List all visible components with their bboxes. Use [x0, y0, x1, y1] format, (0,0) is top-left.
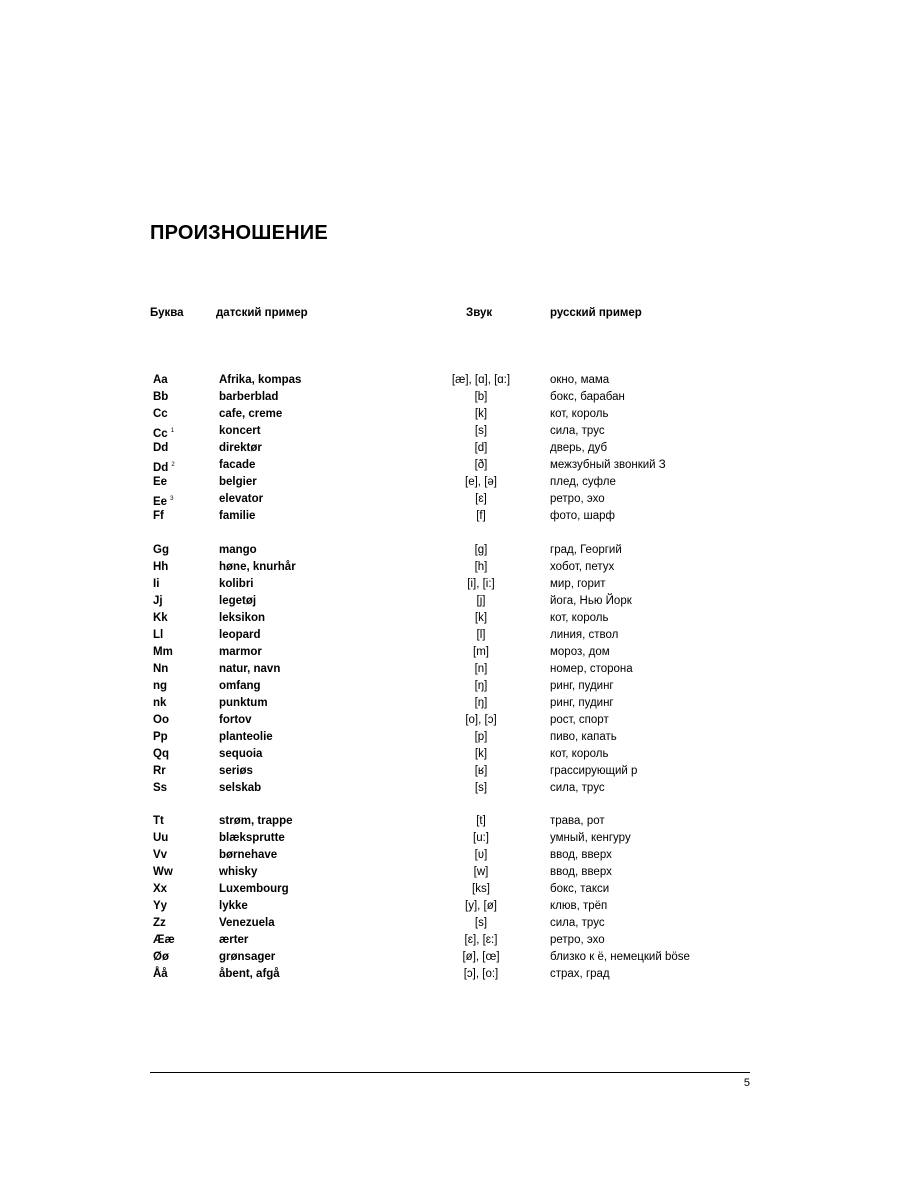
footnote-marker: 1: [170, 428, 175, 434]
sound-cell: [ø], [œ]: [462, 951, 500, 963]
letter-text: Kk: [153, 612, 168, 624]
sound-cell: [ɛ]: [475, 493, 487, 505]
russian-example-cell: бокс, барабан: [550, 391, 625, 403]
letter-text: Ff: [153, 510, 164, 522]
russian-example-cell: страх, град: [550, 968, 610, 980]
table-header: [0, 307, 900, 323]
danish-example-cell: legetøj: [219, 595, 257, 607]
sound-cell: [ŋ]: [474, 680, 488, 692]
table-row: [0, 661, 900, 678]
letter-cell: [153, 559, 168, 576]
russian-example-cell: кот, король: [550, 748, 609, 760]
letter-cell: [153, 610, 168, 627]
danish-example-cell: høne, knurhår: [219, 561, 296, 573]
letter-text: Ee: [153, 496, 168, 508]
danish-example-cell: børnehave: [219, 849, 278, 861]
letter-text: Ww: [153, 866, 173, 878]
letter-cell: [153, 830, 168, 847]
letter-cell: [153, 763, 166, 780]
sound-cell: [g]: [474, 544, 488, 556]
sound-cell: [ɔ], [o:]: [463, 968, 499, 980]
letter-text: Cc: [153, 428, 168, 440]
russian-example-cell: плед, суфле: [550, 476, 616, 488]
table-row: [0, 440, 900, 457]
sound-cell: [p]: [474, 731, 488, 743]
header-letter: Буква: [150, 307, 184, 319]
sound-cell: [d]: [474, 442, 488, 454]
table-row: [0, 847, 900, 864]
table-row: [0, 593, 900, 610]
header-danish-example: датский пример: [216, 307, 308, 319]
table-row: [0, 542, 900, 559]
danish-example-cell: belgier: [219, 476, 257, 488]
russian-example-cell: град, Георгий: [550, 544, 622, 556]
table-row: [0, 508, 900, 525]
letter-cell: [153, 372, 168, 389]
russian-example-cell: ввод, вверх: [550, 849, 612, 861]
russian-example-cell: фото, шарф: [550, 510, 616, 522]
page-number: 5: [743, 1077, 750, 1089]
russian-example-cell: ринг, пудинг: [550, 680, 614, 692]
letter-text: Aa: [153, 374, 168, 386]
russian-example-cell: мир, горит: [550, 578, 606, 590]
russian-example-cell: дверь, дуб: [550, 442, 608, 454]
sound-cell: [i], [i:]: [467, 578, 495, 590]
letter-text: Zz: [153, 917, 166, 929]
danish-example-cell: Venezuela: [219, 917, 275, 929]
danish-example-cell: barberblad: [219, 391, 279, 403]
letter-text: Ii: [153, 578, 160, 590]
sound-cell: [ks]: [472, 883, 490, 895]
letter-text: Tt: [153, 815, 164, 827]
letter-cell: [153, 746, 169, 763]
table-row: [0, 644, 900, 661]
letter-cell: [153, 627, 163, 644]
letter-text: Rr: [153, 765, 166, 777]
danish-example-cell: lykke: [219, 900, 248, 912]
russian-example-cell: межзубный звонкий З: [550, 459, 666, 471]
letter-cell: [153, 542, 169, 559]
table-row: [0, 864, 900, 881]
danish-example-cell: strøm, trappe: [219, 815, 293, 827]
sound-cell: [w]: [473, 866, 489, 878]
letter-text: Hh: [153, 561, 169, 573]
sound-cell: [n]: [474, 663, 488, 675]
russian-example-cell: бокс, такси: [550, 883, 610, 895]
russian-example-cell: ретро, эхо: [550, 934, 605, 946]
russian-example-cell: рост, спорт: [550, 714, 609, 726]
table-row: [0, 746, 900, 763]
sound-cell: [k]: [474, 408, 488, 420]
danish-example-cell: åbent, afgå: [219, 968, 280, 980]
letter-text: Ll: [153, 629, 164, 641]
russian-example-cell: сила, трус: [550, 782, 605, 794]
letter-cell: [153, 847, 167, 864]
danish-example-cell: whisky: [219, 866, 258, 878]
letter-cell: [153, 949, 169, 966]
letter-cell: [153, 813, 164, 830]
sound-cell: [k]: [474, 612, 488, 624]
danish-example-cell: familie: [219, 510, 256, 522]
table-row: [0, 712, 900, 729]
header-sound: Звук: [466, 307, 493, 319]
sound-cell: [u:]: [473, 832, 489, 844]
sound-cell: [m]: [473, 646, 489, 658]
letter-text: Gg: [153, 544, 169, 556]
table-row: [0, 406, 900, 423]
table-row: [0, 966, 900, 983]
danish-example-cell: Luxembourg: [219, 883, 289, 895]
letter-text: Pp: [153, 731, 168, 743]
letter-cell: [153, 780, 167, 797]
table-row: [0, 830, 900, 847]
letter-cell: [153, 898, 167, 915]
letter-cell: [153, 966, 168, 983]
sound-cell: [l]: [476, 629, 486, 641]
danish-example-cell: sequoia: [219, 748, 263, 760]
sound-cell: [b]: [474, 391, 488, 403]
letter-text: ng: [153, 680, 168, 692]
letter-text: Dd: [153, 442, 169, 454]
danish-example-cell: fortov: [219, 714, 252, 726]
letter-text: Dd: [153, 462, 169, 474]
table-row: [0, 881, 900, 898]
sound-cell: [y], [ø]: [465, 900, 497, 912]
russian-example-cell: мороз, дом: [550, 646, 610, 658]
table-row: [0, 780, 900, 797]
russian-example-cell: клюв, трёп: [550, 900, 608, 912]
sound-cell: [ɛ], [ɛ:]: [464, 934, 498, 946]
letter-text: Bb: [153, 391, 169, 403]
russian-example-cell: кот, король: [550, 612, 609, 624]
danish-example-cell: punktum: [219, 697, 268, 709]
letter-text: Uu: [153, 832, 169, 844]
table-row: [0, 610, 900, 627]
letter-cell: [153, 644, 173, 661]
page-title: ПРОИЗНОШЕНИЕ: [150, 222, 328, 244]
letter-text: Øø: [153, 951, 169, 963]
letter-text: Ææ: [153, 934, 175, 946]
russian-example-cell: ввод, вверх: [550, 866, 612, 878]
letter-text: nk: [153, 697, 167, 709]
sound-cell: [e], [ə]: [465, 476, 497, 488]
russian-example-cell: умный, кенгуру: [550, 832, 631, 844]
sound-cell: [k]: [474, 748, 488, 760]
letter-cell: [153, 695, 166, 712]
sound-cell: [o], [ɔ]: [465, 714, 497, 726]
sound-cell: [t]: [476, 815, 486, 827]
table-row: [0, 763, 900, 780]
table-row: [0, 813, 900, 830]
header-russian-example: русский пример: [550, 307, 642, 319]
danish-example-cell: selskab: [219, 782, 262, 794]
letter-cell: [153, 712, 169, 729]
sound-cell: [ʋ]: [474, 849, 488, 861]
table-row: [0, 457, 900, 474]
sound-cell: [ʁ]: [474, 765, 488, 777]
table-row: [0, 389, 900, 406]
danish-example-cell: koncert: [219, 425, 261, 437]
danish-example-cell: mango: [219, 544, 257, 556]
danish-example-cell: natur, navn: [219, 663, 281, 675]
danish-example-cell: leksikon: [219, 612, 266, 624]
russian-example-cell: ринг, пудинг: [550, 697, 614, 709]
danish-example-cell: planteolie: [219, 731, 273, 743]
danish-example-cell: elevator: [219, 493, 264, 505]
letter-cell: [153, 508, 164, 525]
sound-cell: [s]: [474, 782, 488, 794]
letter-cell: [153, 576, 159, 593]
table-row: [0, 491, 900, 508]
letter-cell: [153, 678, 167, 695]
sound-cell: [s]: [474, 917, 488, 929]
russian-example-cell: номер, сторона: [550, 663, 633, 675]
russian-example-cell: трава, рот: [550, 815, 605, 827]
letter-cell: [153, 389, 168, 406]
russian-example-cell: близко к ё, немецкий böse: [550, 951, 690, 963]
sound-cell: [æ], [ɑ], [ɑ:]: [451, 374, 511, 386]
danish-example-cell: blæksprutte: [219, 832, 285, 844]
russian-example-cell: ретро, эхо: [550, 493, 605, 505]
danish-example-cell: kolibri: [219, 578, 254, 590]
letter-cell: [153, 406, 168, 423]
danish-example-cell: Afrika, kompas: [219, 374, 302, 386]
letter-text: Xx: [153, 883, 168, 895]
table-row: [0, 423, 900, 440]
table-row: [0, 729, 900, 746]
letter-cell: [153, 661, 168, 678]
table-row: [0, 695, 900, 712]
letter-cell: [153, 440, 168, 457]
danish-example-cell: direktør: [219, 442, 262, 454]
footnote-marker: 2: [171, 462, 175, 468]
table-row: [0, 372, 900, 389]
letter-text: Ss: [153, 782, 168, 794]
letter-text: Mm: [153, 646, 173, 658]
sound-cell: [ð]: [474, 459, 488, 471]
letter-text: Qq: [153, 748, 169, 760]
footer-divider: [150, 1072, 750, 1073]
danish-example-cell: cafe, creme: [219, 408, 283, 420]
sound-cell: [j]: [476, 595, 486, 607]
russian-example-cell: кот, король: [550, 408, 609, 420]
sound-cell: [ŋ]: [474, 697, 488, 709]
russian-example-cell: йога, Нью Йорк: [550, 595, 632, 607]
letter-cell: [153, 729, 168, 746]
letter-cell: [153, 593, 163, 610]
sound-cell: [f]: [476, 510, 486, 522]
sound-cell: [s]: [474, 425, 488, 437]
letter-text: Cc: [153, 408, 168, 420]
sound-cell: [h]: [474, 561, 488, 573]
letter-text: Jj: [153, 595, 163, 607]
letter-cell: [153, 915, 166, 932]
table-row: [0, 915, 900, 932]
table-row: [0, 932, 900, 949]
table-row: [0, 898, 900, 915]
letter-text: Yy: [153, 900, 168, 912]
russian-example-cell: сила, трус: [550, 917, 605, 929]
danish-example-cell: marmor: [219, 646, 262, 658]
letter-text: Vv: [153, 849, 168, 861]
danish-example-cell: omfang: [219, 680, 261, 692]
russian-example-cell: окно, мама: [550, 374, 610, 386]
russian-example-cell: грассирующий р: [550, 765, 638, 777]
letter-cell: [153, 474, 167, 491]
letter-text: Nn: [153, 663, 169, 675]
letter-cell: [153, 932, 175, 949]
danish-example-cell: leopard: [219, 629, 261, 641]
danish-example-cell: facade: [219, 459, 256, 471]
table-row: [0, 949, 900, 966]
letter-cell: [153, 881, 167, 898]
russian-example-cell: хобот, петух: [550, 561, 615, 573]
footnote-marker: 3: [170, 496, 174, 502]
danish-example-cell: grønsager: [219, 951, 276, 963]
table-row: [0, 559, 900, 576]
table-row: [0, 627, 900, 644]
russian-example-cell: пиво, капать: [550, 731, 617, 743]
danish-example-cell: ærter: [219, 934, 249, 946]
letter-cell: [153, 864, 173, 881]
letter-text: Ee: [153, 476, 168, 488]
table-row: [0, 678, 900, 695]
danish-example-cell: seriøs: [219, 765, 253, 777]
letter-text: Åå: [153, 968, 168, 980]
russian-example-cell: линия, ствол: [550, 629, 619, 641]
russian-example-cell: сила, трус: [550, 425, 605, 437]
table-row: [0, 474, 900, 491]
table-row: [0, 576, 900, 593]
letter-text: Oo: [153, 714, 169, 726]
